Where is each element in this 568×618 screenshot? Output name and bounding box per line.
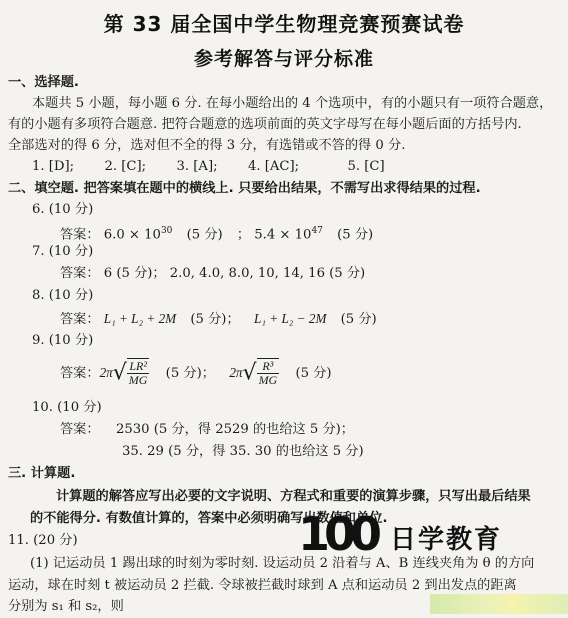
page-title: 第 33 届全国中学生物理竞赛预赛试卷: [103, 12, 465, 36]
answer-3: 3. [A];: [176, 159, 218, 174]
logo-text: 日学教育: [390, 525, 503, 555]
q7-answer: 答案： 6 (5 分)； 2.0, 4.0, 8.0, 10, 14, 16 (5 分): [60, 266, 366, 281]
section-1-answers: [32, 158, 385, 176]
watermark-logo: [298, 505, 568, 565]
q6-answer: 答案： $6.0 \times 10^{30}$ (5 分) ； $5.4 \times 10^{47}$ (5 分): [60, 226, 374, 243]
section-1-text-line-1: 本题共 5 小题，每小题 6 分. 在每小题给出的 4 个选项中，有的小题只有一项符合题意，: [32, 96, 553, 111]
answer-4: 4. [AC];: [247, 159, 300, 174]
section-3-text-line-2: 的不能得分. 有数值计算的，答案中必须明确写出数值和单位.: [30, 511, 388, 526]
q7-label: 7. (10 分): [32, 244, 94, 259]
q11-label: 11. (20 分): [8, 533, 78, 548]
watermark-banner: [430, 594, 568, 614]
section-3-text-line-1: 计算题的解答应写出必要的文字说明、方程式和重要的演算步骤，只写出最后结果: [56, 489, 531, 504]
q10-label: 10. (10 分): [32, 400, 102, 415]
answer-1: 1. [D];: [32, 159, 75, 174]
answer-5: 5. [C]: [347, 159, 385, 174]
q9-answer: 答案：2π√ $\frac{\text{LR²}}{MG}$ (5 分)； 2π√ $\frac{\text{R³}}{MG}$ (5 分): [60, 359, 332, 387]
q6-label: 6. (10 分): [32, 202, 94, 217]
q11-text-line-2: 运动，球在时刻 t 被运动员 2 拦截. 令球被拦截时球到 A 点和运动员 2 到出发点的距离: [8, 578, 517, 593]
q11-text-line-1: (1) 记运动员 1 踢出球的时刻为零时刻. 设运动员 2 沿着与 A、B 连线夹角为 θ 的方向: [30, 556, 535, 571]
q8-label: 8. (10 分): [32, 288, 94, 303]
page-subtitle: 参考解答与评分标准: [193, 48, 374, 70]
section-1-heading: 一、选择题.: [8, 75, 79, 90]
section-2-heading: 二、填空题. 把答案填在题中的横线上. 只要给出结果，不需写出求得结果的过程.: [8, 181, 481, 196]
q10-answer-2: 35. 29 (5 分，得 35. 30 的也给这 5 分): [122, 444, 364, 459]
answer-2: 2. [C];: [104, 159, 147, 174]
q11-text-line-3: 分别为 s₁ 和 s₂，则: [8, 599, 124, 614]
q8-answer: 答案： L₁ + L₂ + 2M (5 分)； L₁ + L₂ − 2M (5 分): [60, 311, 377, 327]
logo-mark: 100: [298, 507, 377, 561]
section-1-text-line-2: 有的小题有多项符合题意. 把符合题意的选项前面的英文字母写在每小题后面的方括号内.: [8, 117, 522, 132]
section-3-heading: 三. 计算题.: [8, 466, 76, 481]
q9-label: 9. (10 分): [32, 333, 94, 348]
q10-answer-1: 答案： 2530 (5 分，得 2529 的也给这 5 分)；: [60, 422, 354, 437]
section-1-text-line-3: 全部选对的得 6 分，选对但不全的得 3 分，有选错或不答的得 0 分.: [8, 138, 406, 153]
